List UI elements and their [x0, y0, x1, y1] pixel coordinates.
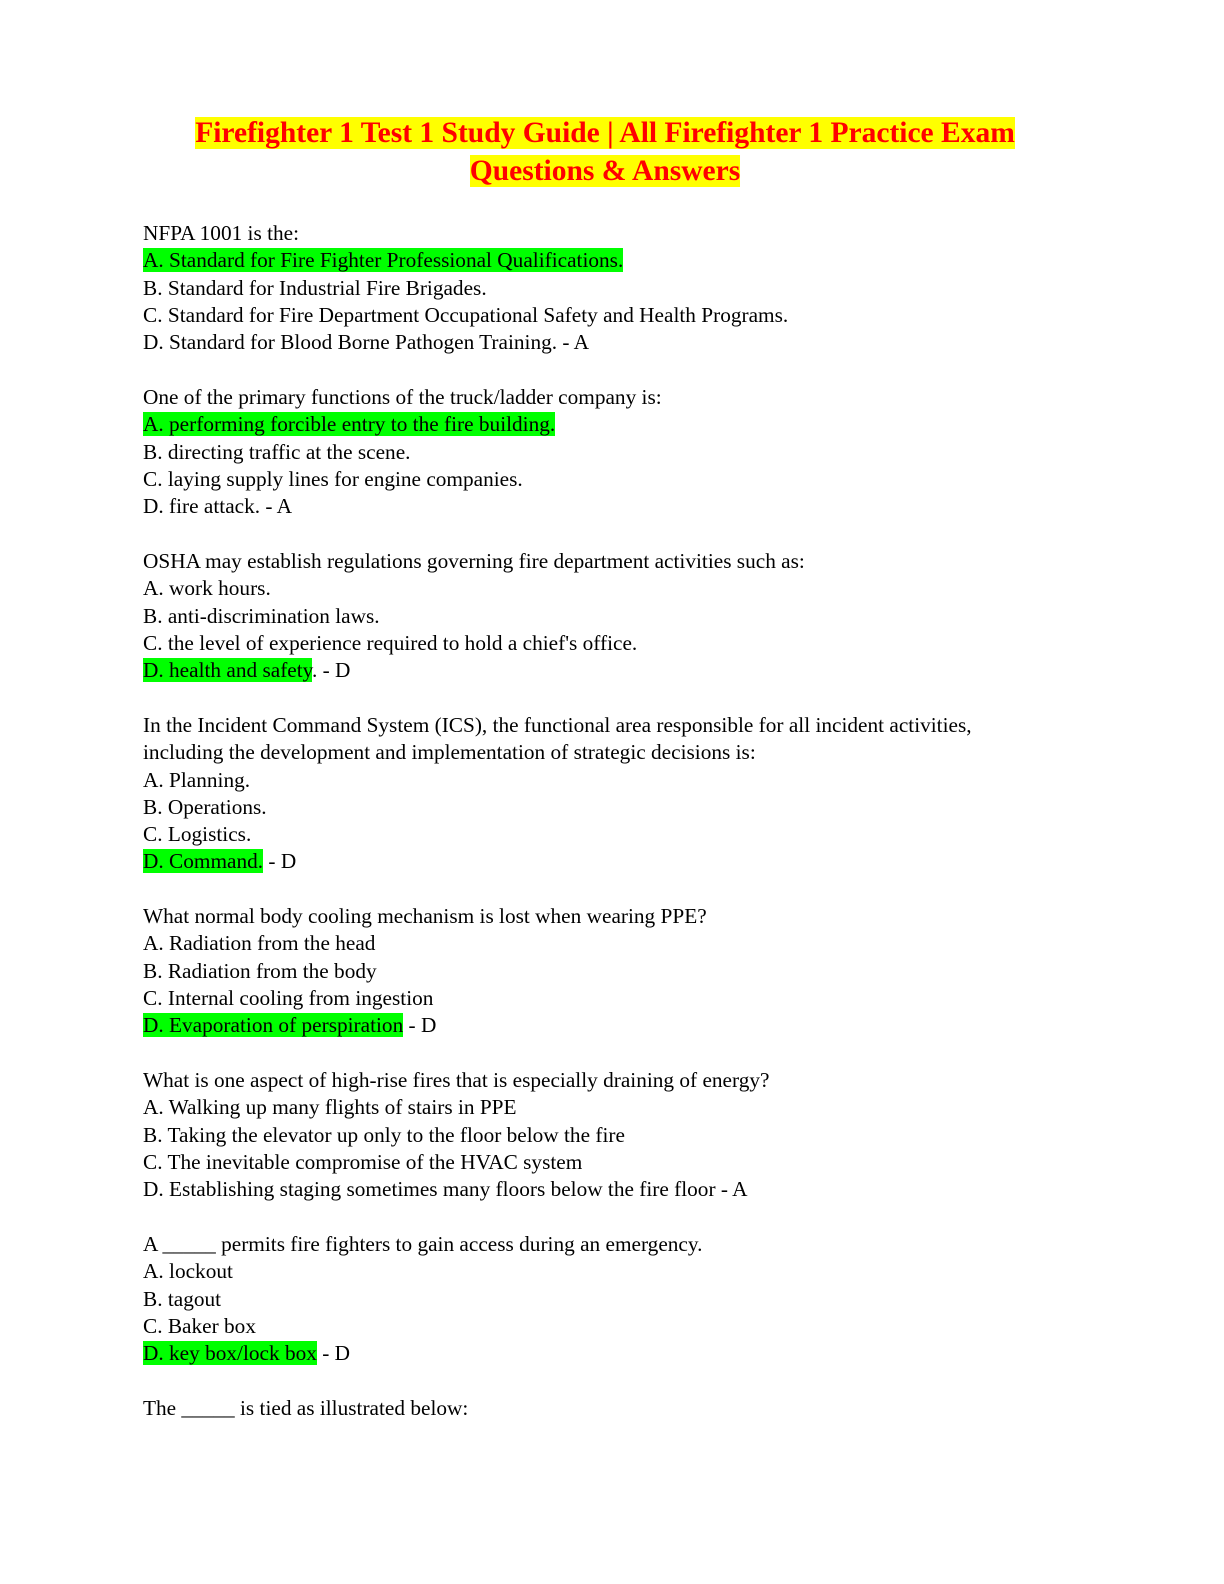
option-text: B. Radiation from the body: [143, 958, 377, 983]
answer-option: [143, 1340, 1103, 1367]
question-text: OSHA may establish regulations governing fire department activities such as:: [143, 549, 805, 573]
question-text: NFPA 1001 is the:: [143, 221, 300, 245]
question-text: One of the primary functions of the truck/ladder company is:: [143, 385, 662, 409]
question-block: [143, 1067, 1103, 1203]
option-text: A. Walking up many flights of stairs in PPE: [143, 1095, 517, 1120]
question-block: [143, 384, 1103, 520]
answer-option: [143, 1313, 1103, 1340]
answer-option: [143, 848, 1103, 875]
question-text: In the Incident Command System (ICS), the functional area responsible for all incident activities,: [143, 713, 972, 737]
question-block: [143, 903, 1103, 1039]
correct-answer-highlight: D. Command.: [143, 849, 264, 874]
question-text: What normal body cooling mechanism is lost when wearing PPE?: [143, 904, 707, 928]
option-text: C. laying supply lines for engine companies.: [143, 466, 523, 491]
option-text: A. Planning.: [143, 767, 251, 792]
question-block: [143, 1231, 1103, 1367]
question-block: [143, 712, 1103, 876]
answer-option: [143, 329, 1103, 356]
question-text: A _____ permits fire fighters to gain access during an emergency.: [143, 1232, 703, 1256]
option-text: B. Operations.: [143, 794, 267, 819]
answer-option: [143, 575, 1103, 602]
option-text: B. Taking the elevator up only to the floor below the fire: [143, 1122, 625, 1147]
answer-option: [143, 821, 1103, 848]
option-text: B. Standard for Industrial Fire Brigades.: [143, 275, 487, 300]
option-text: C. Internal cooling from ingestion: [143, 985, 434, 1010]
page-title: [100, 114, 1110, 190]
answer-option: [143, 1149, 1103, 1176]
answer-option: [143, 1094, 1103, 1121]
title-line-1: Firefighter 1 Test 1 Study Guide | All Firefighter 1 Practice Exam: [195, 117, 1015, 149]
title-line-2: Questions & Answers: [469, 155, 741, 187]
question-block: [143, 548, 1103, 684]
correct-answer-highlight: D. key box/lock box: [143, 1341, 317, 1366]
question-text: What is one aspect of high-rise fires that is especially draining of energy?: [143, 1068, 770, 1092]
answer-option: [143, 411, 1103, 438]
answer-option: [143, 439, 1103, 466]
question-block: [143, 1395, 1103, 1422]
answer-option: [143, 1122, 1103, 1149]
answer-option: [143, 247, 1103, 274]
answer-key-suffix: - D: [316, 1341, 351, 1366]
option-text: B. directing traffic at the scene.: [143, 439, 411, 464]
answer-option: [143, 985, 1103, 1012]
answer-option: [143, 493, 1103, 520]
option-text: C. Standard for Fire Department Occupational Safety and Health Programs.: [143, 302, 789, 327]
answer-option: [143, 275, 1103, 302]
correct-answer-highlight: A. performing forcible entry to the fire building.: [143, 412, 556, 437]
answer-option: [143, 930, 1103, 957]
answer-option: [143, 1012, 1103, 1039]
answer-key-suffix: - D: [403, 1013, 437, 1038]
option-text: A. Radiation from the head: [143, 931, 376, 956]
answer-option: [143, 657, 1103, 684]
option-text: C. the level of experience required to hold a chief's office.: [143, 630, 638, 655]
option-text: A. work hours.: [143, 576, 271, 601]
option-text: A. lockout: [143, 1259, 233, 1284]
option-text: C. Logistics.: [143, 822, 252, 847]
answer-key-suffix: . - D: [311, 658, 351, 683]
option-text: B. tagout: [143, 1286, 222, 1311]
answer-option: [143, 767, 1103, 794]
answer-option: [143, 1176, 1103, 1203]
question-block: [143, 220, 1103, 356]
answer-option: [143, 1258, 1103, 1285]
option-text: B. anti-discrimination laws.: [143, 603, 380, 628]
answer-key-suffix: - D: [263, 849, 297, 874]
correct-answer-highlight: A. Standard for Fire Fighter Professional Qualifications.: [143, 248, 624, 273]
answer-option: [143, 302, 1103, 329]
option-text: C. The inevitable compromise of the HVAC system: [143, 1149, 583, 1174]
option-text: C. Baker box: [143, 1313, 256, 1338]
answer-option: [143, 794, 1103, 821]
answer-option: [143, 958, 1103, 985]
answer-option: [143, 1286, 1103, 1313]
answer-option: [143, 603, 1103, 630]
question-text: including the development and implementation of strategic decisions is:: [143, 740, 756, 765]
correct-answer-highlight: D. Evaporation of perspiration: [143, 1013, 404, 1038]
answer-option: [143, 466, 1103, 493]
option-text: D. fire attack. - A: [143, 494, 293, 519]
correct-answer-highlight: D. health and safety: [143, 658, 312, 683]
option-text: D. Standard for Blood Borne Pathogen Training. - A: [143, 330, 590, 355]
question-text: The _____ is tied as illustrated below:: [143, 1396, 469, 1420]
answer-option: [143, 630, 1103, 657]
option-text: D. Establishing staging sometimes many floors below the fire floor - A: [143, 1177, 748, 1202]
